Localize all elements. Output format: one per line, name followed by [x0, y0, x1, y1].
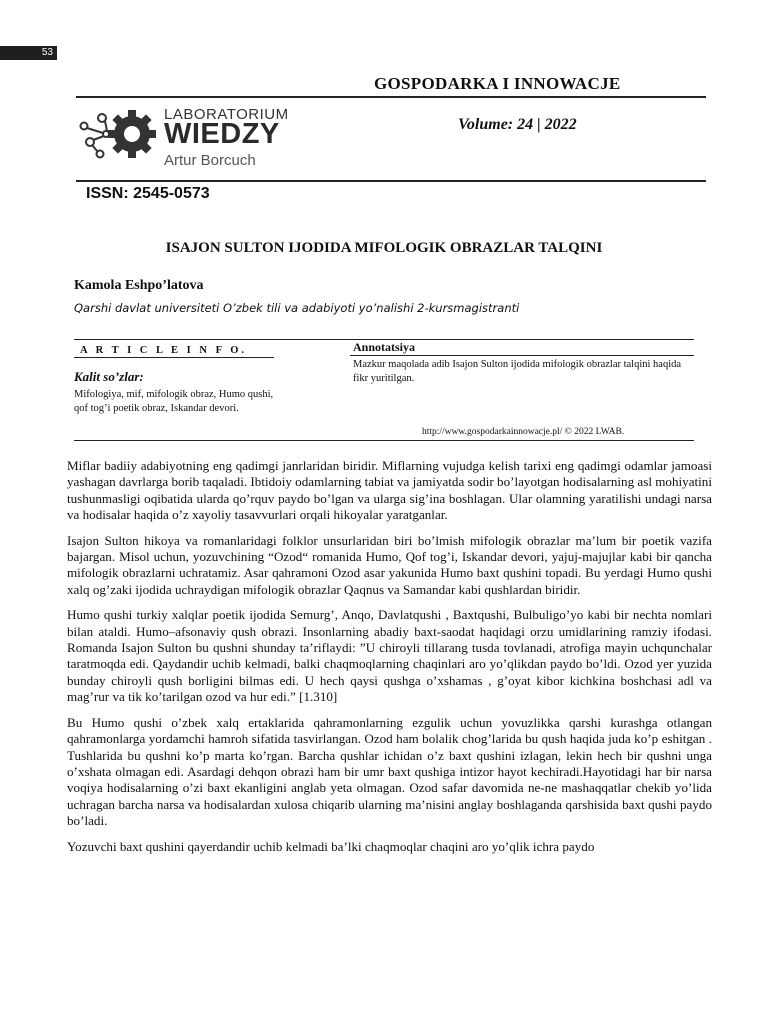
article-title: ISAJON SULTON IJODIDA MIFOLOGIK OBRAZLAR TALQINI [165, 240, 603, 256]
logo-line-author: Artur Borcuch [164, 152, 256, 169]
annotation-label: Annotatsiya [353, 340, 416, 354]
article-info-label: A R T I C L E I N F O. [80, 345, 248, 356]
body-paragraph: Miflar badiiy adabiyotning eng qadimgi janrlaridan biridir. Miflarning vujudga kelish tarixi eng qadimgi odamlar jamoasi yashagan davrlarga borib taqaladi. Ibtidoiy odamlarning tabiat va jamiyatda sodir bo’layotgan hodisalarning asl mohiyatini tushunmasligi oqibatida ularda qo’rquv paydo bo’lgan va ularga sig’ina boshlagan. Ular olamning yaratilishi undagi narsa va hodisalar haqida o’z xayoliy tasavvurlari orqali hikoyalar yaratganlar. [67, 458, 712, 523]
body-paragraph: Humo qushi turkiy xalqlar poetik ijodida Semurg’, Anqo, Davlatqushi , Baxtqushi, Bulbuligo’yo kabi bir nechta nomlari bilan ataldi. Humo–afsonaviy qush obrazi. Insonlarning abadiy baxt-saodat haqidagi orzu umidlarining ramziy ifodasi. Romanda Isajon Sulton bu qushni shunday ta’riflaydi: ”U chiroyli tillarang tusda tovlanadi, atrofiga mayin uchqunchalar taratmoqda edi. Qaydandir uchib kelmadi, balki chaqmoqlarning chaqinlari aro yo’qlikdan paydo bo’ldi. Ozod yer yuzida bunday chiroyli qush borligini bilmas edi. U hech qaysi qushga o’xshamas , g’oyat kibor kichkina boshchasi adl va mag’rur va tik ko’tarilgan ozod va hur edi.” [1.310] [67, 607, 712, 705]
issn-label: ISSN: 2545-0573 [86, 185, 210, 202]
logo-line-wiedzy: WIEDZY [164, 118, 280, 150]
keywords-label: Kalit so’zlar: [74, 369, 144, 384]
header-rule-top [76, 96, 706, 98]
author-affiliation: Qarshi davlat universiteti O’zbek tili va adabiyoti yo’nalishi 2-kursmagistranti [74, 301, 520, 315]
logo-line-laboratorium: LABORATORIUM [164, 106, 289, 123]
article-body [67, 458, 712, 864]
header-rule-bottom [76, 180, 706, 182]
article-info-rule [74, 357, 274, 358]
publisher-logo [76, 100, 296, 172]
body-paragraph: Yozuvchi baxt qushini qayerdandir uchib kelmadi ba’lki chaqmoqlar chaqini aro yo’qlik ichra paydo [67, 838, 595, 854]
annotation-rule [350, 355, 694, 356]
journal-name: GOSPODARKA I INNOWACJE [374, 74, 621, 93]
gear-network-icon [76, 100, 162, 172]
journal-website[interactable]: http://www.gospodarkainnowacje.pl/ © 2022 LWAB. [422, 427, 625, 437]
body-paragraph: Bu Humo qushi o’zbek xalq ertaklarida qahramonlarning ezgulik uchun yovuzlikka qarshi kurashga otlangan qahramonlarga yordamchi hamroh sifatida tasvirlangan. Ozod ham bolalik chog’larida bu qush haqida juda ko’p eshitgan . Tushlarida bu qushni ko’p marta ko’rgan. Barcha qushlar ichidan o’z baxt qushini izlagan, lekin hech bir qushni unga o’xshata olmagan edi. Asardagi dehqon obrazi ham bir umr baxt qushiga intizor hayot kechiradi.Hayotidagi har bir narsa voqiya hodisalarning o’zi baxt ekanligini anglab yeta olmagan. Ozod safar davomida ne-ne mashaqqatlar chekib yo’lida uchragan barcha narsa va hodisalardan xulosa chiqarib ularning ma’nisini anglay boshlaganda qarshisida baxt qushi paydo bo’ladi. [67, 714, 712, 829]
article-author: Kamola Eshpo’latova [74, 278, 204, 293]
volume-label: Volume: 24 | 2022 [458, 116, 577, 133]
body-paragraph: Isajon Sulton hikoya va romanlaridagi folklor unsurlaridan biri bo’lmish mifologik obrazlar ma’lum bir poetik vazifa bajargan. Misol uchun, yozuvchining “Ozod“ romanida Humo, Qof tog’i, Iskandar devori, yajuj-majujlar kabi bir qancha mifologik obrazlarni uchratamiz. Asar qahramoni Ozod asar yakunida Humo baxt qushini topadi. Bu yerdagi Humo qushi xalq og’zaki ijodida uchraydigan mifologik obrazlar Qaqnus va Samandar kabi qushlardan biridir. [67, 532, 712, 597]
page-number: 53 [0, 46, 57, 60]
keywords-text: Mifologiya, mif, mifologik obraz, Humo qushi, qof tog’i poetik obraz, Iskandar devori. [74, 389, 274, 414]
info-rule-bottom [74, 440, 694, 441]
annotation-text: Mazkur maqolada adib Isajon Sulton ijodida mifologik obrazlar talqini haqida fikr yuritilgan. [353, 359, 682, 384]
